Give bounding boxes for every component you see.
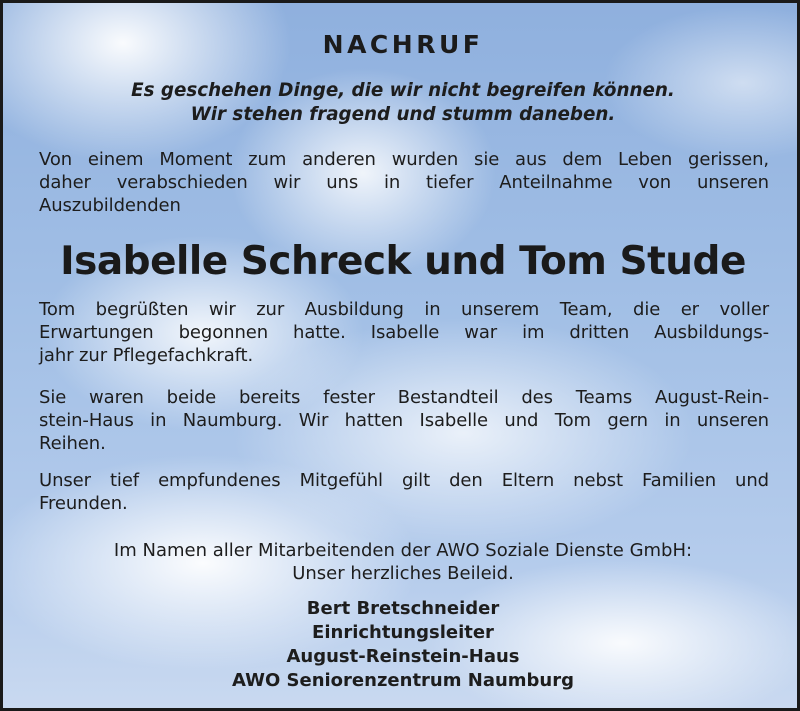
motto-quote bbox=[3, 79, 800, 127]
motto-line: Es geschehen Dinge, die wir nicht begreifen können. bbox=[131, 80, 675, 101]
paragraph-line: Tom begrüßten wir zur Ausbildung in unserem Team, die er voller bbox=[39, 299, 769, 320]
deceased-names: Isabelle Schreck und Tom Stude bbox=[60, 239, 746, 284]
intro-paragraph bbox=[39, 148, 769, 217]
paragraph-line: jahr zur Pflegefachkraft. bbox=[39, 345, 254, 366]
paragraph-apprenticeship bbox=[39, 298, 769, 367]
paragraph-line: Sie waren beide bereits fester Bestandteil des Teams August-Rein- bbox=[39, 387, 769, 408]
signer-facility: August-Reinstein-Haus bbox=[286, 646, 520, 667]
condolence-line: Unser herzliches Beileid. bbox=[292, 563, 514, 584]
intro-line: Von einem Moment zum anderen wurden sie aus dem Leben gerissen, bbox=[39, 149, 769, 170]
signature-block bbox=[3, 597, 800, 693]
notice-heading: NACHRUF bbox=[322, 30, 484, 59]
intro-line: Auszubildenden bbox=[39, 195, 181, 216]
paragraph-sympathy bbox=[39, 469, 769, 515]
signer-organization: AWO Seniorenzentrum Naumburg bbox=[231, 670, 575, 691]
signer-title: Einrichtungsleiter bbox=[312, 622, 494, 643]
condolence-line: Im Namen aller Mitarbeitenden der AWO Soziale Dienste GmbH: bbox=[113, 540, 693, 561]
paragraph-line: Erwartungen begonnen hatte. Isabelle war im dritten Ausbildungs- bbox=[39, 322, 769, 343]
paragraph-line: Unser tief empfundenes Mitgefühl gilt den Eltern nebst Familien und bbox=[39, 470, 769, 491]
paragraph-line: Freunden. bbox=[39, 493, 128, 514]
paragraph-line: stein-Haus in Naumburg. Wir hatten Isabelle und Tom gern in unseren bbox=[39, 410, 769, 431]
signer-name: Bert Bretschneider bbox=[306, 598, 500, 619]
paragraph-line: Reihen. bbox=[39, 433, 106, 454]
intro-line: daher verabschieden wir uns in tiefer Anteilnahme von unseren bbox=[39, 172, 769, 193]
paragraph-team bbox=[39, 386, 769, 455]
motto-line: Wir stehen fragend und stumm daneben. bbox=[190, 104, 616, 125]
condolence-message bbox=[3, 539, 800, 585]
